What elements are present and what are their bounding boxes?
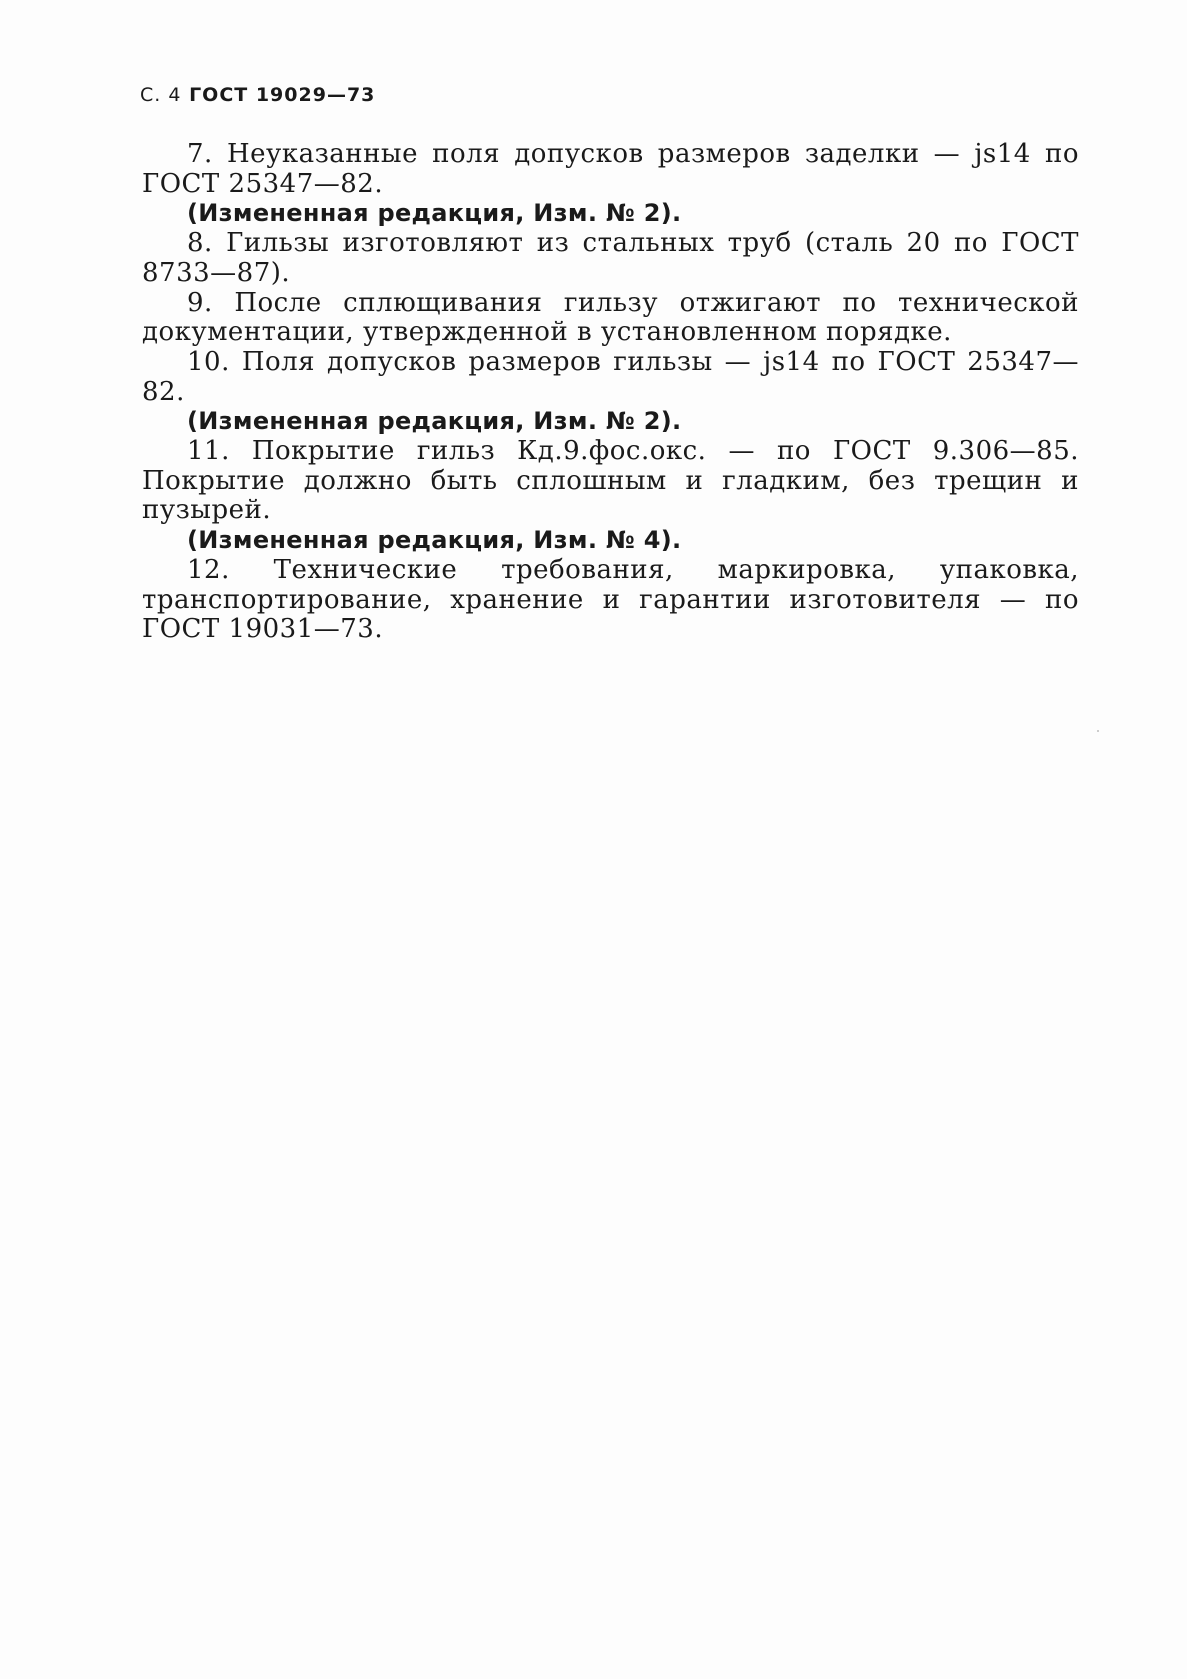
amendment-note: (Измененная редакция, Изм. № 2). — [187, 199, 682, 228]
clause-10: 10. Поля допусков размеров гильзы — js14 по ГОСТ 25347—82. — [142, 346, 1079, 407]
amendment-note: (Измененная редакция, Изм. № 4). — [187, 526, 682, 555]
page-number: С. 4 — [140, 84, 182, 106]
clause-7: 7. Неуказанные поля допусков размеров заделки — js14 по ГОСТ 25347—82. — [142, 139, 1079, 199]
clause-11: 11. Покрытие гильз Кд.9.фос.окс. — по ГОСТ 9.306—85. Покрытие должно быть сплошным и гладким, без трещин и пузырей. — [142, 436, 1079, 526]
standard-designation: ГОСТ 19029—73 — [189, 84, 376, 106]
page-header — [140, 84, 375, 106]
clause-9: 9. После сплющивания гильзу отжигают по технической документации, утвержденной в установленном порядке. — [142, 287, 1079, 348]
scan-artifact — [1097, 730, 1099, 732]
document-body — [142, 140, 1079, 645]
clause-8: 8. Гильзы изготовляют из стальных труб (сталь 20 по ГОСТ 8733—87). — [142, 228, 1079, 288]
clause-12: 12. Технические требования, маркировка, упаковка, транспортирование, хранение и гарантии изготовителя — по ГОСТ 19031—73. — [142, 554, 1079, 645]
amendment-note: (Измененная редакция, Изм. № 2). — [187, 407, 682, 436]
